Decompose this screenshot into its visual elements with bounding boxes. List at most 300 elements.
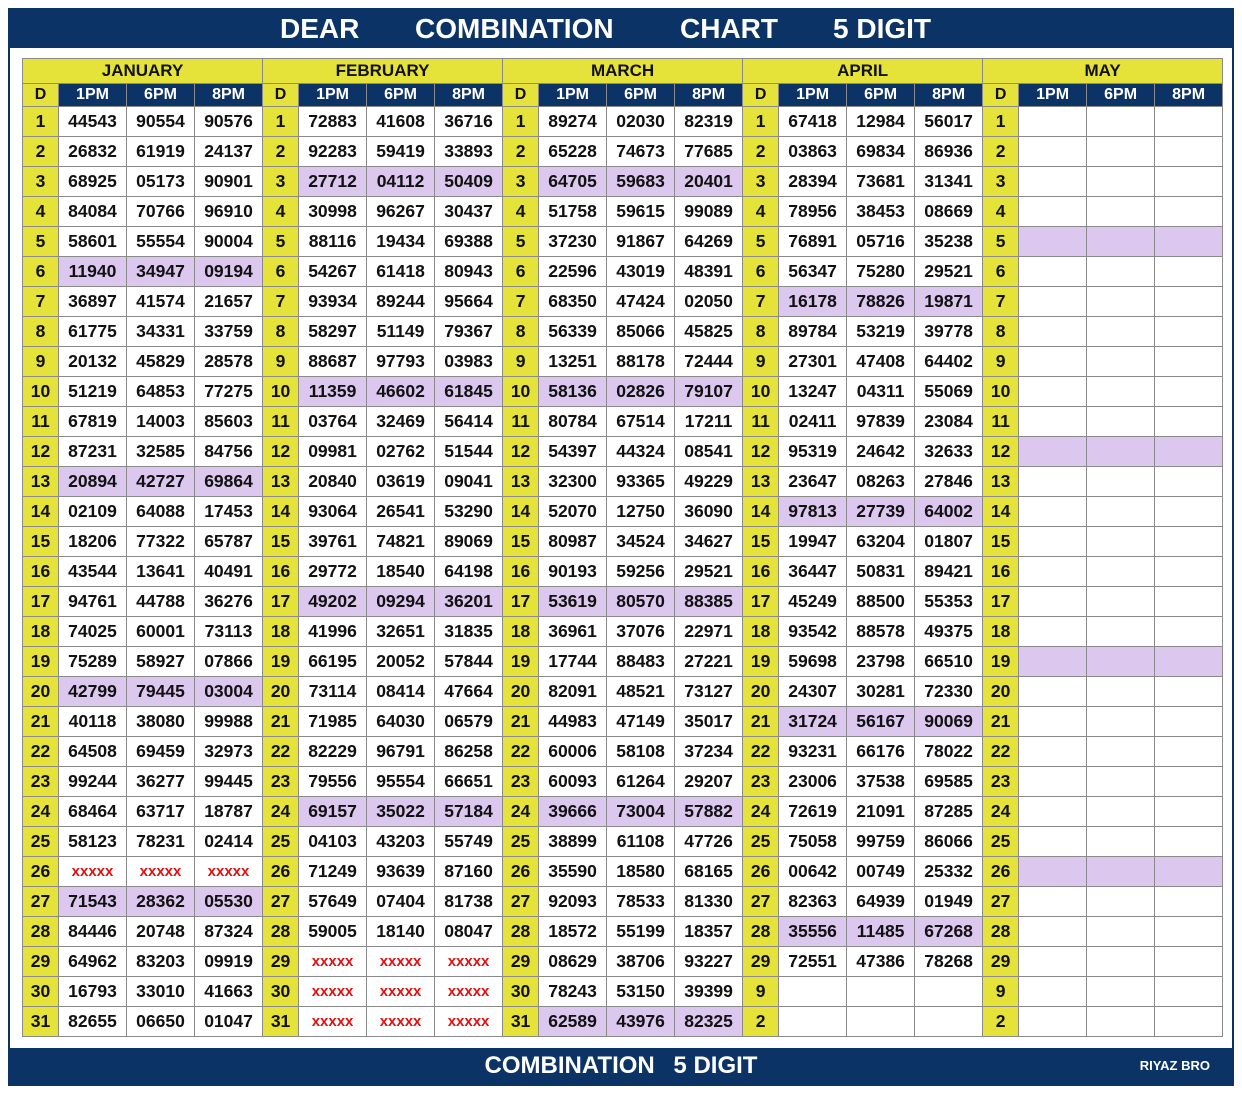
day-number-cell: 29 — [263, 947, 299, 977]
result-cell: 88178 — [607, 347, 675, 377]
day-number-cell: 26 — [743, 857, 779, 887]
day-number-cell: 28 — [23, 917, 59, 947]
table-row — [23, 767, 1223, 797]
result-cell: 77275 — [195, 377, 263, 407]
result-cell: 71249 — [299, 857, 367, 887]
result-cell: 20132 — [59, 347, 127, 377]
result-cell: 22596 — [539, 257, 607, 287]
result-cell: 04103 — [299, 827, 367, 857]
day-number-cell: 9 — [743, 977, 779, 1007]
day-number-cell: 24 — [503, 797, 539, 827]
result-cell: 09294 — [367, 587, 435, 617]
result-cell — [1155, 617, 1223, 647]
result-cell: 43544 — [59, 557, 127, 587]
result-cell: 36090 — [675, 497, 743, 527]
result-cell: 38453 — [847, 197, 915, 227]
result-cell: xxxxx — [435, 947, 503, 977]
result-cell — [1087, 377, 1155, 407]
result-cell: 64030 — [367, 707, 435, 737]
day-column-header: D — [263, 84, 299, 107]
day-number-cell: 7 — [743, 287, 779, 317]
day-number-cell: 9 — [23, 347, 59, 377]
result-cell — [1155, 947, 1223, 977]
result-cell: 11359 — [299, 377, 367, 407]
result-cell — [1019, 767, 1087, 797]
result-cell: 93365 — [607, 467, 675, 497]
result-cell: 34947 — [127, 257, 195, 287]
result-cell: 73004 — [607, 797, 675, 827]
result-cell — [1155, 197, 1223, 227]
result-cell: 30437 — [435, 197, 503, 227]
result-cell: 89069 — [435, 527, 503, 557]
result-cell: 64269 — [675, 227, 743, 257]
table-row — [23, 407, 1223, 437]
day-number-cell: 21 — [983, 707, 1019, 737]
day-number-cell: 18 — [743, 617, 779, 647]
day-number-cell: 30 — [503, 977, 539, 1007]
result-cell: 36277 — [127, 767, 195, 797]
result-cell: 82319 — [675, 107, 743, 137]
result-cell: 31724 — [779, 707, 847, 737]
result-cell: 27739 — [847, 497, 915, 527]
result-cell: 59256 — [607, 557, 675, 587]
day-number-cell: 4 — [983, 197, 1019, 227]
day-number-cell: 29 — [503, 947, 539, 977]
result-cell: 86936 — [915, 137, 983, 167]
result-cell: 01949 — [915, 887, 983, 917]
result-cell — [1087, 347, 1155, 377]
result-cell: 88116 — [299, 227, 367, 257]
day-number-cell: 3 — [743, 167, 779, 197]
day-number-cell: 3 — [503, 167, 539, 197]
day-number-cell: 13 — [983, 467, 1019, 497]
result-cell: 73681 — [847, 167, 915, 197]
day-number-cell: 3 — [983, 167, 1019, 197]
result-cell: 07866 — [195, 647, 263, 677]
result-cell: 64508 — [59, 737, 127, 767]
result-cell: 24307 — [779, 677, 847, 707]
day-number-cell: 13 — [743, 467, 779, 497]
day-number-cell: 28 — [743, 917, 779, 947]
day-number-cell: 27 — [263, 887, 299, 917]
day-column-header: D — [983, 84, 1019, 107]
result-cell: 19434 — [367, 227, 435, 257]
result-cell: 49202 — [299, 587, 367, 617]
day-number-cell: 19 — [743, 647, 779, 677]
result-cell — [1019, 317, 1087, 347]
day-number-cell: 17 — [503, 587, 539, 617]
result-cell — [1155, 497, 1223, 527]
result-cell: 38706 — [607, 947, 675, 977]
table-row — [23, 347, 1223, 377]
day-number-cell: 2 — [23, 137, 59, 167]
day-number-cell: 11 — [983, 407, 1019, 437]
result-cell — [1087, 197, 1155, 227]
result-cell: 38080 — [127, 707, 195, 737]
result-cell: 55554 — [127, 227, 195, 257]
result-cell: xxxxx — [127, 857, 195, 887]
result-cell: 63717 — [127, 797, 195, 827]
result-cell: 13641 — [127, 557, 195, 587]
day-number-cell: 5 — [263, 227, 299, 257]
result-cell: 34627 — [675, 527, 743, 557]
result-cell: 23006 — [779, 767, 847, 797]
day-number-cell: 1 — [983, 107, 1019, 137]
footer-banner — [10, 1048, 1232, 1084]
result-cell — [1087, 287, 1155, 317]
table-row — [23, 827, 1223, 857]
result-cell — [1019, 527, 1087, 557]
day-number-cell: 27 — [23, 887, 59, 917]
day-number-cell: 10 — [503, 377, 539, 407]
result-cell: 82325 — [675, 1007, 743, 1037]
result-cell: 06579 — [435, 707, 503, 737]
result-cell: 50831 — [847, 557, 915, 587]
result-cell: 48391 — [675, 257, 743, 287]
result-cell: 19871 — [915, 287, 983, 317]
result-cell: xxxxx — [367, 1007, 435, 1037]
result-cell — [1087, 467, 1155, 497]
result-cell: 58297 — [299, 317, 367, 347]
result-cell: 64853 — [127, 377, 195, 407]
result-cell: 16178 — [779, 287, 847, 317]
table-row — [23, 317, 1223, 347]
result-cell: 19947 — [779, 527, 847, 557]
result-cell: 91867 — [607, 227, 675, 257]
day-number-cell: 18 — [23, 617, 59, 647]
result-cell: 68464 — [59, 797, 127, 827]
result-cell: 61845 — [435, 377, 503, 407]
result-cell: 92283 — [299, 137, 367, 167]
table-row — [23, 197, 1223, 227]
result-cell: 80784 — [539, 407, 607, 437]
time-column-header: 8PM — [435, 84, 503, 107]
result-cell — [1087, 317, 1155, 347]
table-row — [23, 527, 1223, 557]
result-cell: 43019 — [607, 257, 675, 287]
day-number-cell: 5 — [503, 227, 539, 257]
result-cell: 88483 — [607, 647, 675, 677]
result-cell: 59683 — [607, 167, 675, 197]
result-cell: 30998 — [299, 197, 367, 227]
result-cell: 30281 — [847, 677, 915, 707]
footer-title — [10, 1052, 1232, 1080]
result-cell: 93231 — [779, 737, 847, 767]
result-cell: 08414 — [367, 677, 435, 707]
result-cell: 92093 — [539, 887, 607, 917]
day-number-cell: 15 — [263, 527, 299, 557]
result-cell — [1155, 257, 1223, 287]
day-number-cell: 21 — [503, 707, 539, 737]
result-cell: 72619 — [779, 797, 847, 827]
result-cell — [1019, 407, 1087, 437]
result-cell: 64962 — [59, 947, 127, 977]
day-column-header: D — [743, 84, 779, 107]
title-word-chart: CHART — [680, 13, 778, 44]
result-cell: 44543 — [59, 107, 127, 137]
result-cell: 58601 — [59, 227, 127, 257]
result-cell: 69585 — [915, 767, 983, 797]
day-number-cell: 20 — [263, 677, 299, 707]
result-cell — [1155, 857, 1223, 887]
result-cell: 27221 — [675, 647, 743, 677]
time-column-header: 8PM — [915, 84, 983, 107]
result-cell — [1155, 977, 1223, 1007]
result-cell: 73127 — [675, 677, 743, 707]
day-number-cell: 28 — [503, 917, 539, 947]
result-cell: 89784 — [779, 317, 847, 347]
result-cell: 90576 — [195, 107, 263, 137]
result-cell: 08629 — [539, 947, 607, 977]
result-cell: 34524 — [607, 527, 675, 557]
result-cell: 29521 — [675, 557, 743, 587]
result-cell: 20401 — [675, 167, 743, 197]
result-cell: 72883 — [299, 107, 367, 137]
result-cell: 56347 — [779, 257, 847, 287]
result-cell — [1019, 977, 1087, 1007]
result-cell: 61108 — [607, 827, 675, 857]
result-cell: 66651 — [435, 767, 503, 797]
day-number-cell: 27 — [503, 887, 539, 917]
time-column-header: 6PM — [367, 84, 435, 107]
day-number-cell: 2 — [503, 137, 539, 167]
result-cell — [1087, 257, 1155, 287]
result-cell: 57649 — [299, 887, 367, 917]
day-number-cell: 14 — [743, 497, 779, 527]
result-cell: 96791 — [367, 737, 435, 767]
result-cell: 78022 — [915, 737, 983, 767]
result-cell: xxxxx — [195, 857, 263, 887]
result-cell: 59615 — [607, 197, 675, 227]
result-cell: 79107 — [675, 377, 743, 407]
result-cell: 90901 — [195, 167, 263, 197]
result-cell: 99759 — [847, 827, 915, 857]
day-number-cell: 1 — [23, 107, 59, 137]
day-number-cell: 22 — [263, 737, 299, 767]
result-cell: 88578 — [847, 617, 915, 647]
day-number-cell: 8 — [983, 317, 1019, 347]
title-word-dear: DEAR — [280, 13, 360, 44]
result-cell: 05530 — [195, 887, 263, 917]
result-cell: 47726 — [675, 827, 743, 857]
result-cell: 05716 — [847, 227, 915, 257]
day-number-cell: 16 — [263, 557, 299, 587]
result-cell: 69459 — [127, 737, 195, 767]
day-number-cell: 6 — [983, 257, 1019, 287]
result-cell: 53290 — [435, 497, 503, 527]
day-number-cell: 23 — [23, 767, 59, 797]
day-number-cell: 7 — [263, 287, 299, 317]
month-header-row — [23, 59, 1223, 84]
result-cell: 23084 — [915, 407, 983, 437]
result-cell — [1087, 887, 1155, 917]
result-cell — [1087, 647, 1155, 677]
result-cell — [1019, 917, 1087, 947]
result-cell: 21091 — [847, 797, 915, 827]
day-number-cell: 18 — [503, 617, 539, 647]
table-row — [23, 1007, 1223, 1037]
result-cell: 09041 — [435, 467, 503, 497]
result-cell: 37076 — [607, 617, 675, 647]
result-cell: 59005 — [299, 917, 367, 947]
table-row — [23, 287, 1223, 317]
time-column-header: 1PM — [779, 84, 847, 107]
result-cell — [1155, 767, 1223, 797]
result-cell: 64705 — [539, 167, 607, 197]
day-number-cell: 25 — [983, 827, 1019, 857]
result-cell: 29772 — [299, 557, 367, 587]
table-row — [23, 137, 1223, 167]
result-cell — [1155, 377, 1223, 407]
result-cell — [1019, 467, 1087, 497]
result-cell: 89244 — [367, 287, 435, 317]
result-cell: 02414 — [195, 827, 263, 857]
result-cell — [1087, 1007, 1155, 1037]
day-number-cell: 28 — [983, 917, 1019, 947]
result-cell: 93542 — [779, 617, 847, 647]
result-cell: 26541 — [367, 497, 435, 527]
result-cell — [1019, 887, 1087, 917]
result-cell: 81738 — [435, 887, 503, 917]
result-cell: xxxxx — [435, 1007, 503, 1037]
day-number-cell: 9 — [263, 347, 299, 377]
result-cell: 87231 — [59, 437, 127, 467]
result-cell: 18206 — [59, 527, 127, 557]
result-cell: 45249 — [779, 587, 847, 617]
day-number-cell: 25 — [743, 827, 779, 857]
result-cell — [915, 1007, 983, 1037]
day-number-cell: 10 — [263, 377, 299, 407]
day-number-cell: 23 — [743, 767, 779, 797]
result-cell: 09981 — [299, 437, 367, 467]
day-number-cell: 26 — [983, 857, 1019, 887]
result-cell: 72444 — [675, 347, 743, 377]
day-number-cell: 17 — [23, 587, 59, 617]
day-number-cell: 19 — [23, 647, 59, 677]
day-number-cell: 10 — [983, 377, 1019, 407]
result-cell: 88500 — [847, 587, 915, 617]
result-cell: xxxxx — [299, 947, 367, 977]
day-number-cell: 9 — [983, 977, 1019, 1007]
day-number-cell: 26 — [263, 857, 299, 887]
result-cell: 88687 — [299, 347, 367, 377]
footer-title-5-digit: 5 DIGIT — [673, 1052, 758, 1079]
result-cell: 80570 — [607, 587, 675, 617]
result-cell: 55353 — [915, 587, 983, 617]
day-number-cell: 29 — [983, 947, 1019, 977]
result-cell: 47149 — [607, 707, 675, 737]
day-number-cell: 4 — [743, 197, 779, 227]
day-number-cell: 7 — [983, 287, 1019, 317]
month-name-february: FEBRUARY — [263, 59, 503, 84]
result-cell: 78956 — [779, 197, 847, 227]
result-cell: 61775 — [59, 317, 127, 347]
day-number-cell: 12 — [983, 437, 1019, 467]
result-cell: 38899 — [539, 827, 607, 857]
result-cell: 11485 — [847, 917, 915, 947]
result-cell: 05173 — [127, 167, 195, 197]
result-cell — [1087, 557, 1155, 587]
table-row — [23, 737, 1223, 767]
result-cell: 01807 — [915, 527, 983, 557]
result-cell: 23647 — [779, 467, 847, 497]
result-cell: 80987 — [539, 527, 607, 557]
result-cell: 28578 — [195, 347, 263, 377]
day-number-cell: 15 — [503, 527, 539, 557]
day-number-cell: 18 — [263, 617, 299, 647]
day-number-cell: 27 — [983, 887, 1019, 917]
month-name-january: JANUARY — [23, 59, 263, 84]
day-number-cell: 7 — [23, 287, 59, 317]
result-cell: 69864 — [195, 467, 263, 497]
result-cell: 61264 — [607, 767, 675, 797]
footer-title-combination: COMBINATION — [484, 1052, 655, 1079]
result-cell: 28362 — [127, 887, 195, 917]
day-number-cell: 9 — [743, 347, 779, 377]
result-cell: 27301 — [779, 347, 847, 377]
result-cell — [1155, 437, 1223, 467]
result-cell: 94761 — [59, 587, 127, 617]
result-cell: 87324 — [195, 917, 263, 947]
day-number-cell: 24 — [743, 797, 779, 827]
result-cell: 47424 — [607, 287, 675, 317]
month-name-march: MARCH — [503, 59, 743, 84]
result-cell: 72551 — [779, 947, 847, 977]
day-number-cell: 6 — [743, 257, 779, 287]
day-number-cell: 23 — [263, 767, 299, 797]
result-cell: 56414 — [435, 407, 503, 437]
day-number-cell: 25 — [503, 827, 539, 857]
result-cell: 60006 — [539, 737, 607, 767]
result-cell — [1087, 617, 1155, 647]
result-cell — [1087, 677, 1155, 707]
result-cell: 79445 — [127, 677, 195, 707]
result-cell: 03004 — [195, 677, 263, 707]
result-cell: 28394 — [779, 167, 847, 197]
result-cell — [1019, 677, 1087, 707]
result-cell: 54267 — [299, 257, 367, 287]
result-cell: 13247 — [779, 377, 847, 407]
result-cell: 67418 — [779, 107, 847, 137]
result-cell — [1087, 407, 1155, 437]
result-cell: 51219 — [59, 377, 127, 407]
result-cell: 41574 — [127, 287, 195, 317]
result-cell: 60093 — [539, 767, 607, 797]
result-cell: 51758 — [539, 197, 607, 227]
day-number-cell: 15 — [23, 527, 59, 557]
result-cell: 42727 — [127, 467, 195, 497]
table-row — [23, 917, 1223, 947]
result-cell: 32469 — [367, 407, 435, 437]
result-cell: 29521 — [915, 257, 983, 287]
result-cell: 24137 — [195, 137, 263, 167]
result-cell: 17453 — [195, 497, 263, 527]
result-cell: 57184 — [435, 797, 503, 827]
result-cell: 77322 — [127, 527, 195, 557]
result-cell — [1155, 797, 1223, 827]
result-cell — [1019, 617, 1087, 647]
day-number-cell: 14 — [23, 497, 59, 527]
day-number-cell: 7 — [503, 287, 539, 317]
result-cell: 33010 — [127, 977, 195, 1007]
day-number-cell: 24 — [23, 797, 59, 827]
result-cell: 97793 — [367, 347, 435, 377]
day-number-cell: 13 — [23, 467, 59, 497]
day-number-cell: 3 — [23, 167, 59, 197]
result-cell: 32300 — [539, 467, 607, 497]
result-cell: 21657 — [195, 287, 263, 317]
result-cell: 75289 — [59, 647, 127, 677]
